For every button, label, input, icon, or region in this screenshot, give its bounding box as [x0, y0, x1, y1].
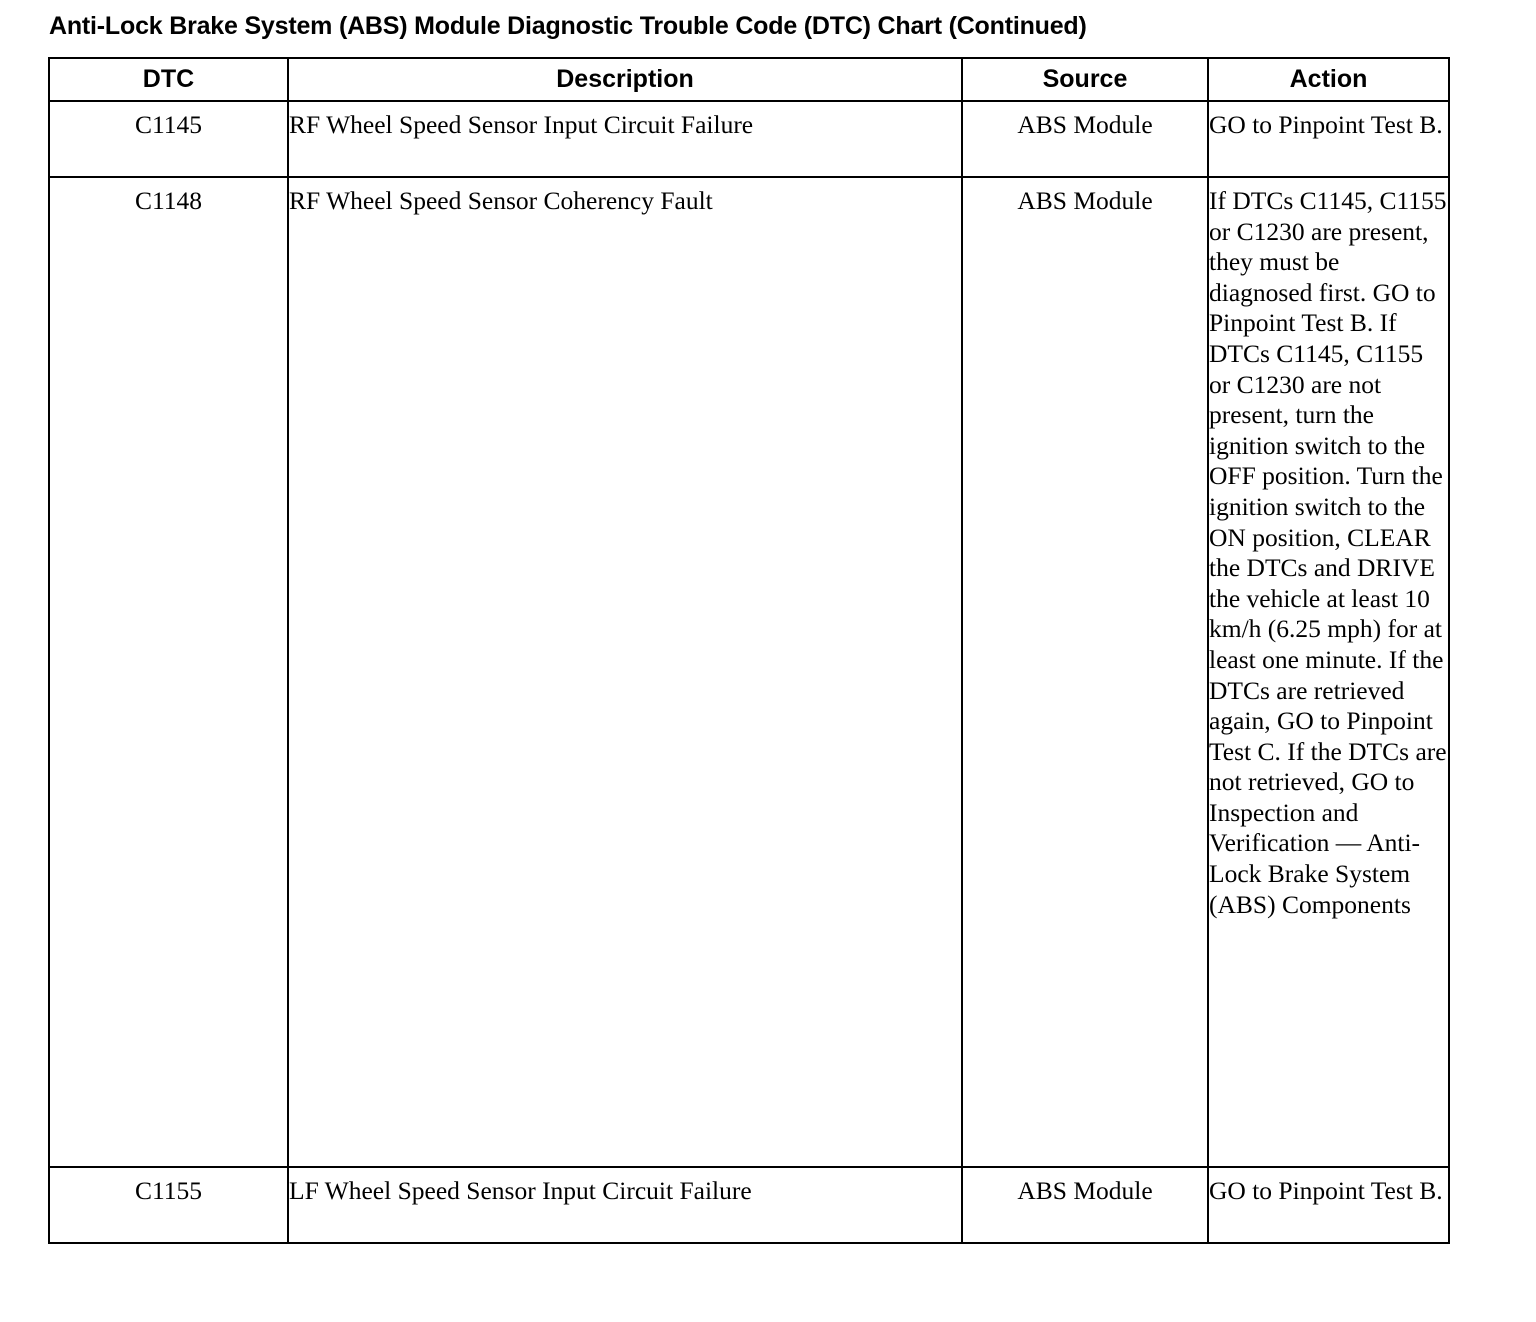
cell-action: GO to Pinpoint Test B. — [1208, 101, 1449, 177]
cell-description: RF Wheel Speed Sensor Coherency Fault — [288, 177, 962, 1167]
cell-dtc: C1145 — [49, 101, 288, 177]
header-description: Description — [288, 58, 962, 101]
page-title: Anti-Lock Brake System (ABS) Module Diagnostic Trouble Code (DTC) Chart (Continued) — [49, 12, 1087, 40]
cell-source: ABS Module — [962, 101, 1208, 177]
cell-description: LF Wheel Speed Sensor Input Circuit Failure — [288, 1167, 962, 1243]
table-row — [49, 1167, 1449, 1243]
table-row — [49, 101, 1449, 177]
dtc-table — [48, 57, 1450, 1244]
header-dtc: DTC — [49, 58, 288, 101]
cell-action: If DTCs C1145, C1155 or C1230 are present, they must be diagnosed first. GO to Pinpoint Test B. If DTCs C1145, C1155 or C1230 are not present, turn the ignition switch to the OFF position. Turn the ignition switch to the ON position, CLEAR the DTCs and DRIVE the vehicle at least 10 km/h (6.25 mph) for at least one minute. If the DTCs are retrieved again, GO to Pinpoint Test C. If the DTCs are not retrieved, GO to Inspection and Verification — Anti-Lock Brake System (ABS) Components — [1208, 177, 1449, 1167]
cell-action: GO to Pinpoint Test B. — [1208, 1167, 1449, 1243]
cell-source: ABS Module — [962, 177, 1208, 1167]
table-header-row — [49, 58, 1449, 101]
cell-dtc: C1148 — [49, 177, 288, 1167]
cell-description: RF Wheel Speed Sensor Input Circuit Failure — [288, 101, 962, 177]
table-row — [49, 177, 1449, 1167]
cell-dtc: C1155 — [49, 1167, 288, 1243]
header-action: Action — [1208, 58, 1449, 101]
cell-source: ABS Module — [962, 1167, 1208, 1243]
header-source: Source — [962, 58, 1208, 101]
